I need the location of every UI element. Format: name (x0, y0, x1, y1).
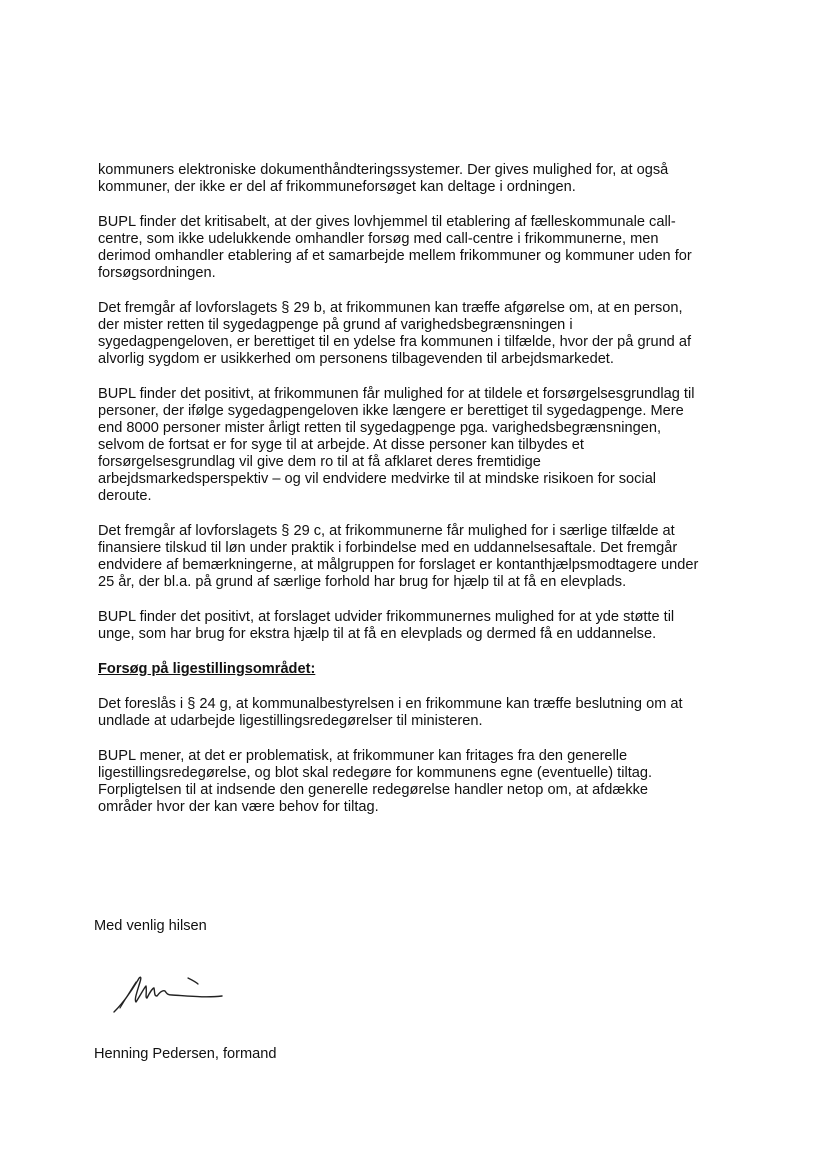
text-line: der mister retten til sygedagpenge på grund af varighedsbegrænsningen i (98, 317, 573, 333)
paragraph-4 (98, 386, 738, 505)
paragraph-8 (98, 748, 738, 816)
text-line: personer, der ifølge sygedagpengeloven ikke længere er berettiget til sygedagpenge. Mere (98, 403, 684, 419)
text-line: kommuners elektroniske dokumenthåndteringssystemer. Der gives mulighed for, at også (98, 162, 669, 178)
text-line: BUPL finder det kritisabelt, at der gives lovhjemmel til etablering af fælleskommunale call- (98, 214, 676, 230)
paragraph-2 (98, 214, 738, 282)
text-line: områder hvor der kan være behov for tiltag. (98, 799, 379, 815)
text-line: unge, som har brug for ekstra hjælp til at få en elevplads og dermed få en uddannelse. (98, 626, 657, 642)
text-line: Det fremgår af lovforslagets § 29 b, at frikommunen kan træffe afgørelse om, at en person, (98, 300, 683, 316)
text-line: arbejdsmarkedsperspektiv – og vil endvidere medvirke til at mindske risikoen for social (98, 471, 657, 487)
text-line: Forpligtelsen til at indsende den generelle redegørelse handler netop om, at afdække (98, 782, 649, 798)
paragraph-3 (98, 300, 738, 368)
text-line: sygedagpengeloven, er berettiget til en ydelse fra kommunen i tilfælde, hvor der på grund af (98, 334, 692, 350)
text-line: Det fremgår af lovforslagets § 29 c, at frikommunerne får mulighed for i særlige tilfælde at (98, 523, 675, 539)
closing-salutation: Med venlig hilsen (94, 918, 207, 934)
signature-image (110, 968, 230, 1018)
paragraph-5 (98, 523, 738, 591)
text-line: centre, som ikke udelukkende omhandler forsøg med call-centre i frikommunerne, men (98, 231, 659, 247)
text-line: ligestillingsredegørelse, og blot skal redegøre for kommunens egne (eventuelle) tiltag. (98, 765, 653, 781)
text-line: kommuner, der ikke er del af frikommuneforsøget kan deltage i ordningen. (98, 179, 576, 195)
paragraph-1 (98, 162, 738, 196)
paragraph-7 (98, 696, 738, 730)
text-line: alvorlig sygdom er usikkerhed om personens tilbagevenden til arbejdsmarkedet. (98, 351, 614, 367)
text-line: end 8000 personer mister årligt retten til sygedagpenge pga. varighedsbegrænsningen, (98, 420, 662, 436)
text-line: BUPL finder det positivt, at frikommunen får mulighed for at tildele et forsørgelsesgrundlag til (98, 386, 695, 402)
text-line: undlade at udarbejde ligestillingsredegørelser til ministeren. (98, 713, 483, 729)
text-line: forsøgsordningen. (98, 265, 216, 281)
text-line: endvidere af bemærkningerne, at målgruppen for forslaget er kontanthjælpsmodtagere under (98, 557, 699, 573)
text-line: deroute. (98, 488, 152, 504)
text-line: BUPL mener, at det er problematisk, at frikommuner kan fritages fra den generelle (98, 748, 628, 764)
text-line: finansiere tilskud til løn under praktik i forbindelse med en uddannelsesaftale. Det fremgår (98, 540, 678, 556)
letter-body (98, 162, 738, 834)
paragraph-6 (98, 609, 738, 643)
section-heading: Forsøg på ligestillingsområdet: (98, 661, 316, 677)
text-line: forsørgelsesgrundlag vil give dem ro til at få afklaret deres fremtidige (98, 454, 541, 470)
text-line: BUPL finder det positivt, at forslaget udvider frikommunernes mulighed for at yde støtte til (98, 609, 675, 625)
text-line: 25 år, der bl.a. på grund af særlige forhold har brug for hjælp til at få en elevplads. (98, 574, 627, 590)
text-line: selvom de fortsat er for syge til at arbejde. At disse personer kan tilbydes et (98, 437, 584, 453)
text-line: derimod omhandler etablering af et samarbejde mellem frikommuner og kommuner uden for (98, 248, 692, 264)
signer-name: Henning Pedersen, formand (94, 1046, 277, 1062)
text-line: Det foreslås i § 24 g, at kommunalbestyrelsen i en frikommune kan træffe beslutning om at (98, 696, 683, 712)
